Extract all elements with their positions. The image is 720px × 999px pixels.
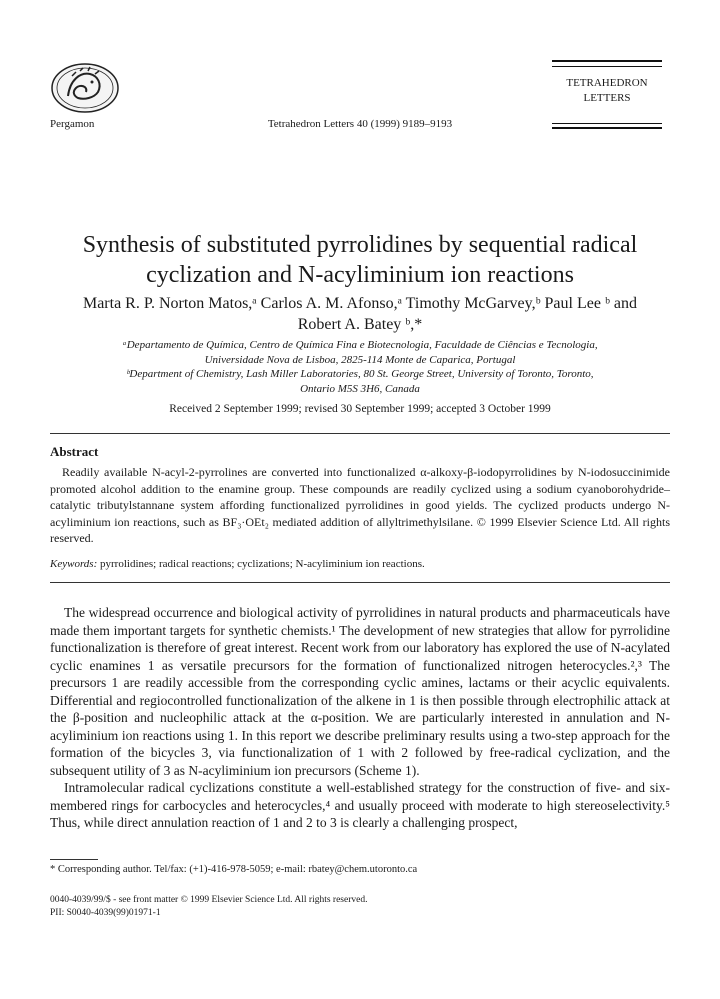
title-line: cyclization and N-acyliminium ion reactions [146,262,574,288]
masthead-rule [552,123,662,124]
body-paragraph: Intramolecular radical cyclizations constitute a well-established strategy for the construction of five- and six-membered rings for carbocycles and heterocycles,⁴ and usually proceed with moderate to high stereoselectivity.⁵ Thus, while direct annulation reaction of 1 and 2 to 3 is clearly a challenging prospect, [50,780,670,830]
affiliation-line: ᵇDepartment of Chemistry, Lash Miller Laboratories, 80 St. George Street, University of Toronto, Toronto, [126,368,594,380]
authors-line: Marta R. P. Norton Matos,ᵃ Carlos A. M. Afonso,ᵃ Timothy McGarvey,ᵇ Paul Lee ᵇ and [82,295,638,312]
issn-line: 0040-4039/99/$ - see front matter © 1999 Elsevier Science Ltd. All rights reserved. [50,895,368,905]
title-line: Synthesis of substituted pyrrolidines by sequential radical [82,232,638,258]
pii-line: PII: S0040-4039(99)01971-1 [50,908,161,918]
authors-line: Robert A. Batey ᵇ,* [297,316,423,333]
affiliations [60,338,660,396]
corresponding-author-footnote: * Corresponding author. Tel/fax: (+1)-416-978-5059; e-mail: rbatey@chem.utoronto.ca [50,864,418,875]
journal-name-line2: LETTERS [583,92,631,104]
abstract-text: Readily available N-acyl-2-pyrrolines are converted into functionalized α-alkoxy-β-iodopyrrolidines by N-iodosuccinimide promoted alcohol addition to the enamine group. These compounds are readily cyclized using a sodium cyanoborohydride–catalytic tributylstannane system affording functionalized pyrrolidines in good yields. The cyclized products undergo N-acyliminium ion reactions, such as BF₃·OEt₂ mediated addition of allyltrimethylsilane. © 1999 Elsevier Science Ltd. All rights reserved. [50,465,670,545]
keywords [50,558,670,570]
front-matter [50,894,367,920]
divider [50,433,670,434]
journal-name-line1: TETRAHEDRON [566,77,648,89]
affiliation-line: ᵃDepartamento de Química, Centro de Química Fina e Biotecnologia, Faculdade de Ciências e Tecnologia, [122,339,598,351]
masthead-rule [552,127,662,129]
keywords-list: pyrrolidines; radical reactions; cyclizations; N-acyliminium ion reactions. [100,558,425,570]
journal-masthead [552,76,662,106]
publisher-name: Pergamon [50,118,95,130]
affiliation-line: Universidade Nova de Lisboa, 2825-114 Monte de Caparica, Portugal [204,353,516,366]
received-dates: Received 2 September 1999; revised 30 September 1999; accepted 3 October 1999 [169,403,551,415]
article-title [40,230,680,290]
footnote-rule [50,859,98,860]
divider [50,582,670,583]
journal-citation: Tetrahedron Letters 40 (1999) 9189–9193 [267,118,453,130]
masthead-rule [552,60,662,62]
body-paragraph: The widespread occurrence and biological activity of pyrrolidines in natural products and pharmaceuticals have made them important targets for synthetic chemists.¹ The development of new strategies that allow for pyrrolidine functionalization is therefore of great interest. Recent work from our laboratory has explored the use of N-acylated cyclic enamines 1 as versatile precursors for the formation of functionalized nitrogen heterocycles.²,³ The precursors 1 are readily accessible from the corresponding cyclic amines, lactams or their acyclic equivalents. Differential and regiocontrolled functionalization of the alkene in 1 is then possible through electrophilic attack at the β-position and nucleophilic attack at the α-position. We are particularly interested in annulation and N-acyliminium ion reactions using 1. In this report we describe preliminary results using a two-step approach for the formation of the bicycles 3, via functionalization of 1 with 2 followed by free-radical cyclization, and the subsequent utility of 3 as N-acyliminium ion precursors (Scheme 1). [50,605,670,778]
keywords-label: Keywords: [50,558,98,570]
publisher-logo [50,62,120,114]
article-body [50,604,670,832]
affiliation-line: Ontario M5S 3H6, Canada [300,382,420,395]
masthead-rule [552,66,662,67]
author-list [40,293,680,335]
abstract-heading: Abstract [50,444,99,459]
